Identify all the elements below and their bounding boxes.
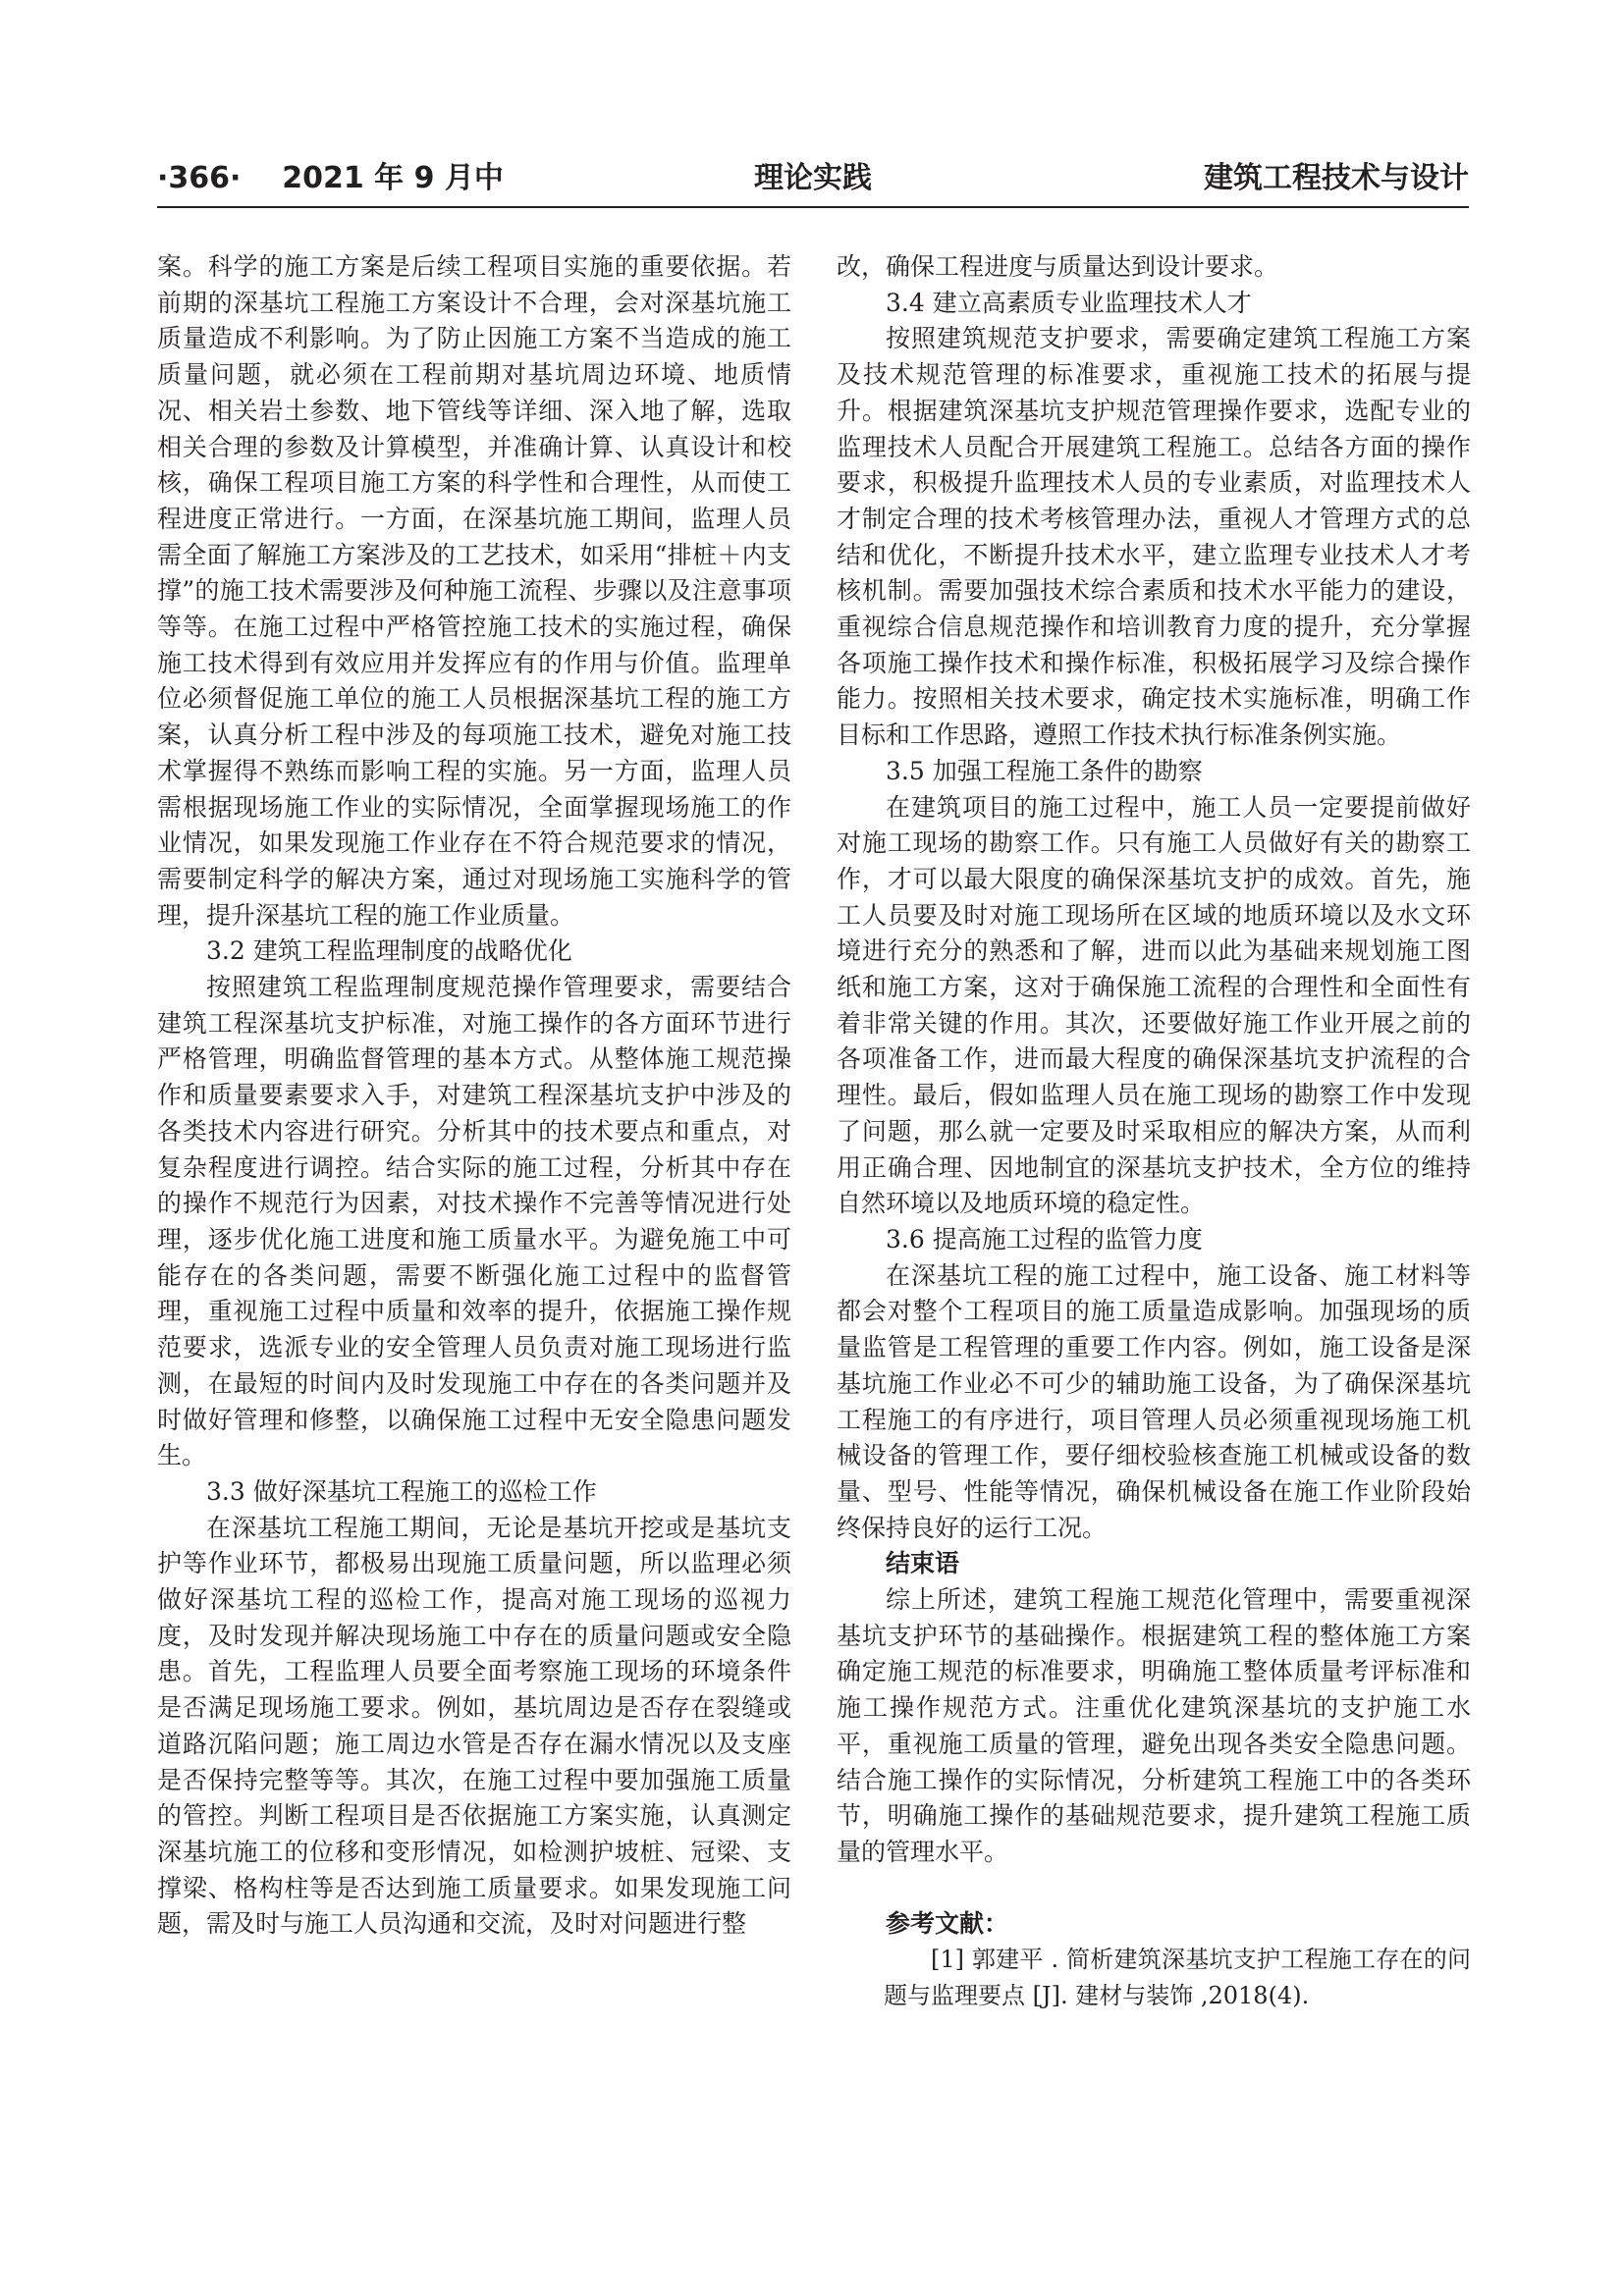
paragraph: 案。科学的施工方案是后续工程项目实施的重要依据。若前期的深基坑工程施工方案设计不合理，会对深基坑施工质量造成不利影响。为了防止因施工方案不当造成的施工质量问题，就必须在工程前期对基坑周边环境、地质情况、相关岩土参数、地下管线等详细、深入地了解，选取相关合理的参数及计算模型，并准确计算、认真设计和校核，确保工程项目施工方案的科学性和合理性，从而使工程进度正常进行。一方面，在深基坑施工期间，监理人员需全面了解施工方案涉及的工艺技术，如采用“排桩＋内支撑”的施工技术需要涉及何种施工流程、步骤以及注意事项等等。在施工过程中严格管控施工技术的实施过程，确保施工技术得到有效应用并发挥应有的作用与价值。监理单位必须督促施工单位的施工人员根据深基坑工程的施工方案，认真分析工程中涉及的每项施工技术，避免对施工技术掌握得不熟练而影响工程的实施。另一方面，监理人员需根据现场施工作业的实际情况，全面掌握现场施工的作业情况，如果发现施工作业存在不符合规范要求的情况，需要制定科学的解决方案，通过对现场施工实施科学的管理，提升深基坑工程的施工作业质量。 xyxy=(157,252,791,930)
paragraph: 按照建筑规范支护要求，需要确定建筑工程施工方案及技术规范管理的标准要求，重视施工技术的拓展与提升。根据建筑深基坑支护规范管理操作要求，选配专业的监理技术人员配合开展建筑工程施工。总结各方面的操作要求，积极提升监理技术人员的专业素质，对监理技术人才制定合理的技术考核管理办法，重视人才管理方式的总结和优化，不断提升技术水平，建立监理专业技术人才考核机制。需要加强技术综合素质和技术水平能力的建设，重视综合信息规范操作和培训教育力度的提升，充分掌握各项施工操作技术和操作标准，积极拓展学习及综合操作能力。按照相关技术要求，确定技术实施标准，明确工作目标和工作思路，遵照工作技术执行标准条例实施。 xyxy=(837,324,1471,750)
right-column xyxy=(837,249,1471,2014)
paragraph: 按照建筑工程监理制度规范操作管理要求，需要结合建筑工程深基坑支护标准，对施工操作的各方面环节进行严格管理，明确监督管理的基本方式。从整体施工规范操作和质量要素要求入手，对建筑工程深基坑支护中涉及的各类技术内容进行研究。分析其中的技术要点和重点，对复杂程度进行调控。结合实际的施工过程，分析其中存在的操作不规范行为因素，对技术操作不完善等情况进行处理，逐步优化施工进度和施工质量水平。为避免施工中可能存在的各类问题，需要不断强化施工过程中的监督管理，重视施工过程中质量和效率的提升，依据施工操作规范要求，选派专业的安全管理人员负责对施工现场进行监测，在最短的时间内及时发现施工中存在的各类问题并及时做好管理和修整，以确保施工过程中无安全隐患问题发生。 xyxy=(157,973,791,1470)
header-rule xyxy=(157,206,1469,208)
conclusion-paragraph: 综上所述，建筑工程施工规范化管理中，需要重视深基坑支护环节的基础操作。根据建筑工程的整体施工方案确定施工规范的标准要求，明确施工整体质量考评标准和施工操作规范方式。注重优化建筑深基坑的支护施工水平，重视施工质量的管理，避免出现各类安全隐患问题。结合施工操作的实际情况，分析建筑工程施工中的各类环节，明确施工操作的基础规范要求，提升建筑工程施工质量的管理水平。 xyxy=(837,1585,1471,1866)
left-column xyxy=(157,249,791,1943)
section-heading-3-4: 3.4 建立高素质专业监理技术人才 xyxy=(886,288,1252,317)
reference-item: [1] 郭建平 . 简析建筑深基坑支护工程施工存在的问题与监理要点 [J]. 建材与装饰 ,2018(4). xyxy=(884,1946,1471,2010)
paragraph: 在深基坑工程施工期间，无论是基坑开挖或是基坑支护等作业环节，都极易出现施工质量问题，所以监理必须做好深基坑工程的巡检工作，提高对施工现场的巡视力度，及时发现并解决现场施工中存在的质量问题或安全隐患。首先，工程监理人员要全面考察施工现场的环境条件是否满足现场施工要求。例如，基坑周边是否存在裂缝或道路沉陷问题；施工周边水管是否存在漏水情况以及支座是否保持完整等等。其次，在施工过程中要加强施工质量的管控。判断工程项目是否依据施工方案实施，认真测定深基坑施工的位移和变形情况，如检测护坡桩、冠梁、支撑梁、格构柱等是否达到施工质量要求。如果发现施工问题，需及时与施工人员沟通和交流，及时对问题进行整 xyxy=(157,1513,791,1939)
page-number: ·366· xyxy=(157,161,242,195)
section-name: 理论实践 xyxy=(754,161,872,195)
paragraph: 在建筑项目的施工过程中，施工人员一定要提前做好对施工现场的勘察工作。只有施工人员做好有关的勘察工作，才可以最大限度的确保深基坑支护的成效。首先，施工人员要及时对施工现场所在区域的地质环境以及水文环境进行充分的熟悉和了解，进而以此为基础来规划施工图纸和施工方案，这对于确保施工流程的合理性和全面性有着非常关键的作用。其次，还要做好施工作业开展之前的各项准备工作，进而最大程度的确保深基坑支护流程的合理性。最后，假如监理人员在施工现场的勘察工作中发现了问题，那么就一定要及时采取相应的解决方案，从而利用正确合理、因地制宜的深基坑支护技术，全方位的维持自然环境以及地质环境的稳定性。 xyxy=(837,792,1471,1218)
references-heading: 参考文献： xyxy=(886,1908,1009,1938)
journal-name: 建筑工程技术与设计 xyxy=(1204,161,1469,195)
section-heading-3-2: 3.2 建筑工程监理制度的战略优化 xyxy=(206,936,572,966)
issue-date: 2021 年 9 月中 xyxy=(282,161,504,195)
paragraph: 改，确保工程进度与质量达到设计要求。 xyxy=(837,252,1279,281)
section-heading-3-6: 3.6 提高施工过程的监管力度 xyxy=(886,1224,1203,1254)
conclusion-heading: 结束语 xyxy=(886,1549,960,1578)
section-heading-3-3: 3.3 做好深基坑工程施工的巡检工作 xyxy=(206,1476,597,1506)
running-header xyxy=(157,157,1469,200)
paragraph: 在深基坑工程的施工过程中，施工设备、施工材料等都会对整个工程项目的施工质量造成影响。加强现场的质量监管是工程管理的重要工作内容。例如，施工设备是深基坑施工作业必不可少的辅助施工设备，为了确保深基坑工程施工的有序进行，项目管理人员必须重视现场施工机械设备的管理工作，要仔细校验核查施工机械或设备的数量、型号、性能等情况，确保机械设备在施工作业阶段始终保持良好的运行工况。 xyxy=(837,1260,1471,1542)
section-heading-3-5: 3.5 加强工程施工条件的勘察 xyxy=(886,756,1203,785)
